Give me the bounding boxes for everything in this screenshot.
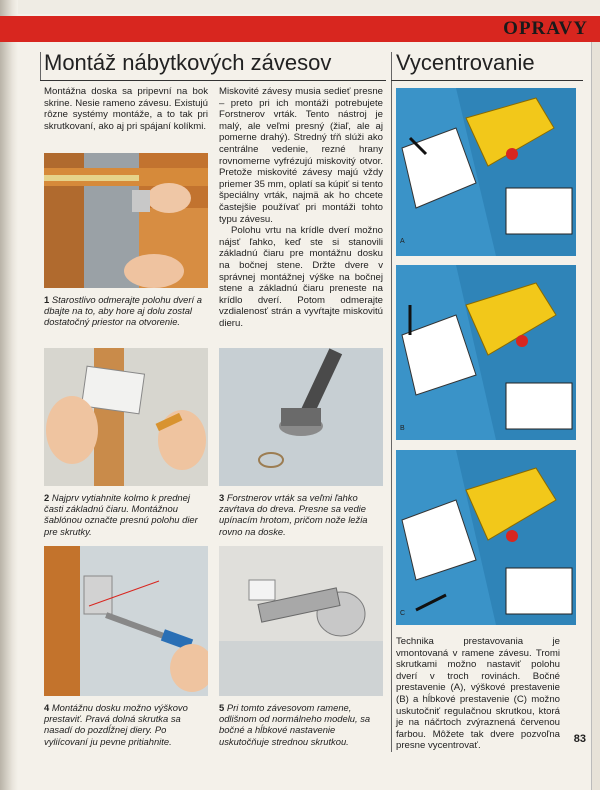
centering-paragraph xyxy=(396,636,560,752)
caption-2-text: Najprv vytiahnite kolmo k prednej časti základnú čiaru. Montážnou šablónou označte presnú polohu dier pre skrutky. xyxy=(44,492,198,537)
photo-mounting-plate xyxy=(44,546,208,696)
page-edge xyxy=(591,42,600,790)
page-number: 83 xyxy=(573,733,586,745)
photo-2-illustration xyxy=(44,348,208,486)
figure-label-c: C xyxy=(400,610,406,617)
photo-4-illustration xyxy=(44,546,208,696)
paragraph-forstner: Miskovité závesy musia sedieť presne – preto pri ich montáži potrebujete Forstnerov vrták. Tento nástroj je malý, ale veľmi presný (žiaľ, ale aj pomerne drahý). Stredný tŕň slúži ako centrálne vedenie, rezné hrany rovnomerne vyfrézujú miskovitý otvor. Pretože miskovité závesy majú vždy priemer 35 mm, oplatí sa kúpiť si tento špeciálny vrták, najmä ak ho chcete častejšie používať pri montáži tohto typu závesu. xyxy=(219,86,383,225)
caption-4 xyxy=(44,702,208,747)
paragraph-position: Polohu vrtu na krídle dverí možno nájsť ľahko, keď ste si stanovili základnú čiaru pre montážnu dosku na bočnej stene. Držte dvere v správnej montážnej výške na bočnej stene a základnú čiaru preneste na krídlo dverí. Potom odmerajte vzdialenosť strán a vyvŕtajte miskovitú dieru. xyxy=(219,225,383,329)
diagram-c-depth-adjustment xyxy=(396,450,576,625)
caption-3 xyxy=(219,492,383,537)
header-title: OPRAVY xyxy=(503,18,588,39)
column-divider xyxy=(391,52,392,752)
book-spine-shadow xyxy=(0,0,18,790)
section-title-mounting: Montáž nábytkových závesov xyxy=(44,50,332,75)
caption-5-number: 5 xyxy=(219,702,225,713)
photo-forstner-bit xyxy=(219,348,383,486)
caption-3-text: Forstnerov vrták sa veľmi ľahko zavŕtava do dreva. Presne sa vedie upínacím hrotom, pričom nože ležia rovno na doske. xyxy=(219,492,368,537)
photo-3-illustration xyxy=(219,348,383,486)
intro-text: Montážna doska sa pripevní na bok skrine. Nesie rameno závesu. Existujú rôzne systémy montáže, a to tak pri skrutkovaní, ako aj pri spájaní kolíkmi. xyxy=(44,86,208,132)
section-title-centering: Vycentrovanie xyxy=(396,50,535,75)
diagram-a-illustration xyxy=(396,88,576,256)
figure-label-a: A xyxy=(400,238,405,245)
diagram-a-side-adjustment xyxy=(396,88,576,256)
photo-marking-template xyxy=(44,348,208,486)
caption-5-text: Pri tomto závesovom ramene, odlišnom od normálneho modelu, sa bočné a hĺbkové nastavenie uskutočňuje strednou skrutkou. xyxy=(219,702,371,747)
caption-1-text: Starostlivo odmerajte polohu dverí a dbajte na to, aby hore aj dolu zostal dostatočný priestor na otvorenie. xyxy=(44,294,202,328)
diagram-b-height-adjustment xyxy=(396,265,576,440)
caption-2 xyxy=(44,492,208,537)
title-bar-left xyxy=(40,52,41,80)
caption-1 xyxy=(44,294,208,328)
caption-2-number: 2 xyxy=(44,492,50,503)
photo-hinge-arm xyxy=(219,546,383,696)
caption-4-number: 4 xyxy=(44,702,50,713)
caption-3-number: 3 xyxy=(219,492,225,503)
caption-4-text: Montážnu dosku možno výškovo prestaviť. Pravá dolná skrutka sa nasadí do pozdĺžnej diery. Po vyliícovaní ju pevne pritiahnite. xyxy=(44,702,188,747)
photo-5-illustration xyxy=(219,546,383,696)
page-top-margin xyxy=(0,0,600,14)
figure-label-b: B xyxy=(400,425,405,432)
title-underline-right xyxy=(391,80,583,81)
main-paragraphs xyxy=(219,86,383,329)
caption-1-number: 1 xyxy=(44,294,50,305)
diagram-c-illustration xyxy=(396,450,576,625)
title-underline-left xyxy=(40,80,386,81)
intro-paragraph xyxy=(44,86,208,132)
centering-text: Technika prestavovania je vmontovaná v ramene závesu. Tromi skrutkami možno nastaviť polohu dverí v troch rovinách. Bočné prestavenie (A), výškové prestavenie (B) a hĺbkové prestavenie (C) možno uskutočniť regulačnou skrutkou, ktorá je na náčrtoch zvýraznená červenou farbou. Môžete tak dvere pozvoľna presne vycentrovať. xyxy=(396,636,560,752)
photo-measuring-door xyxy=(44,153,208,288)
photo-1-illustration xyxy=(44,153,208,288)
diagram-b-illustration xyxy=(396,265,576,440)
caption-5 xyxy=(219,702,383,747)
